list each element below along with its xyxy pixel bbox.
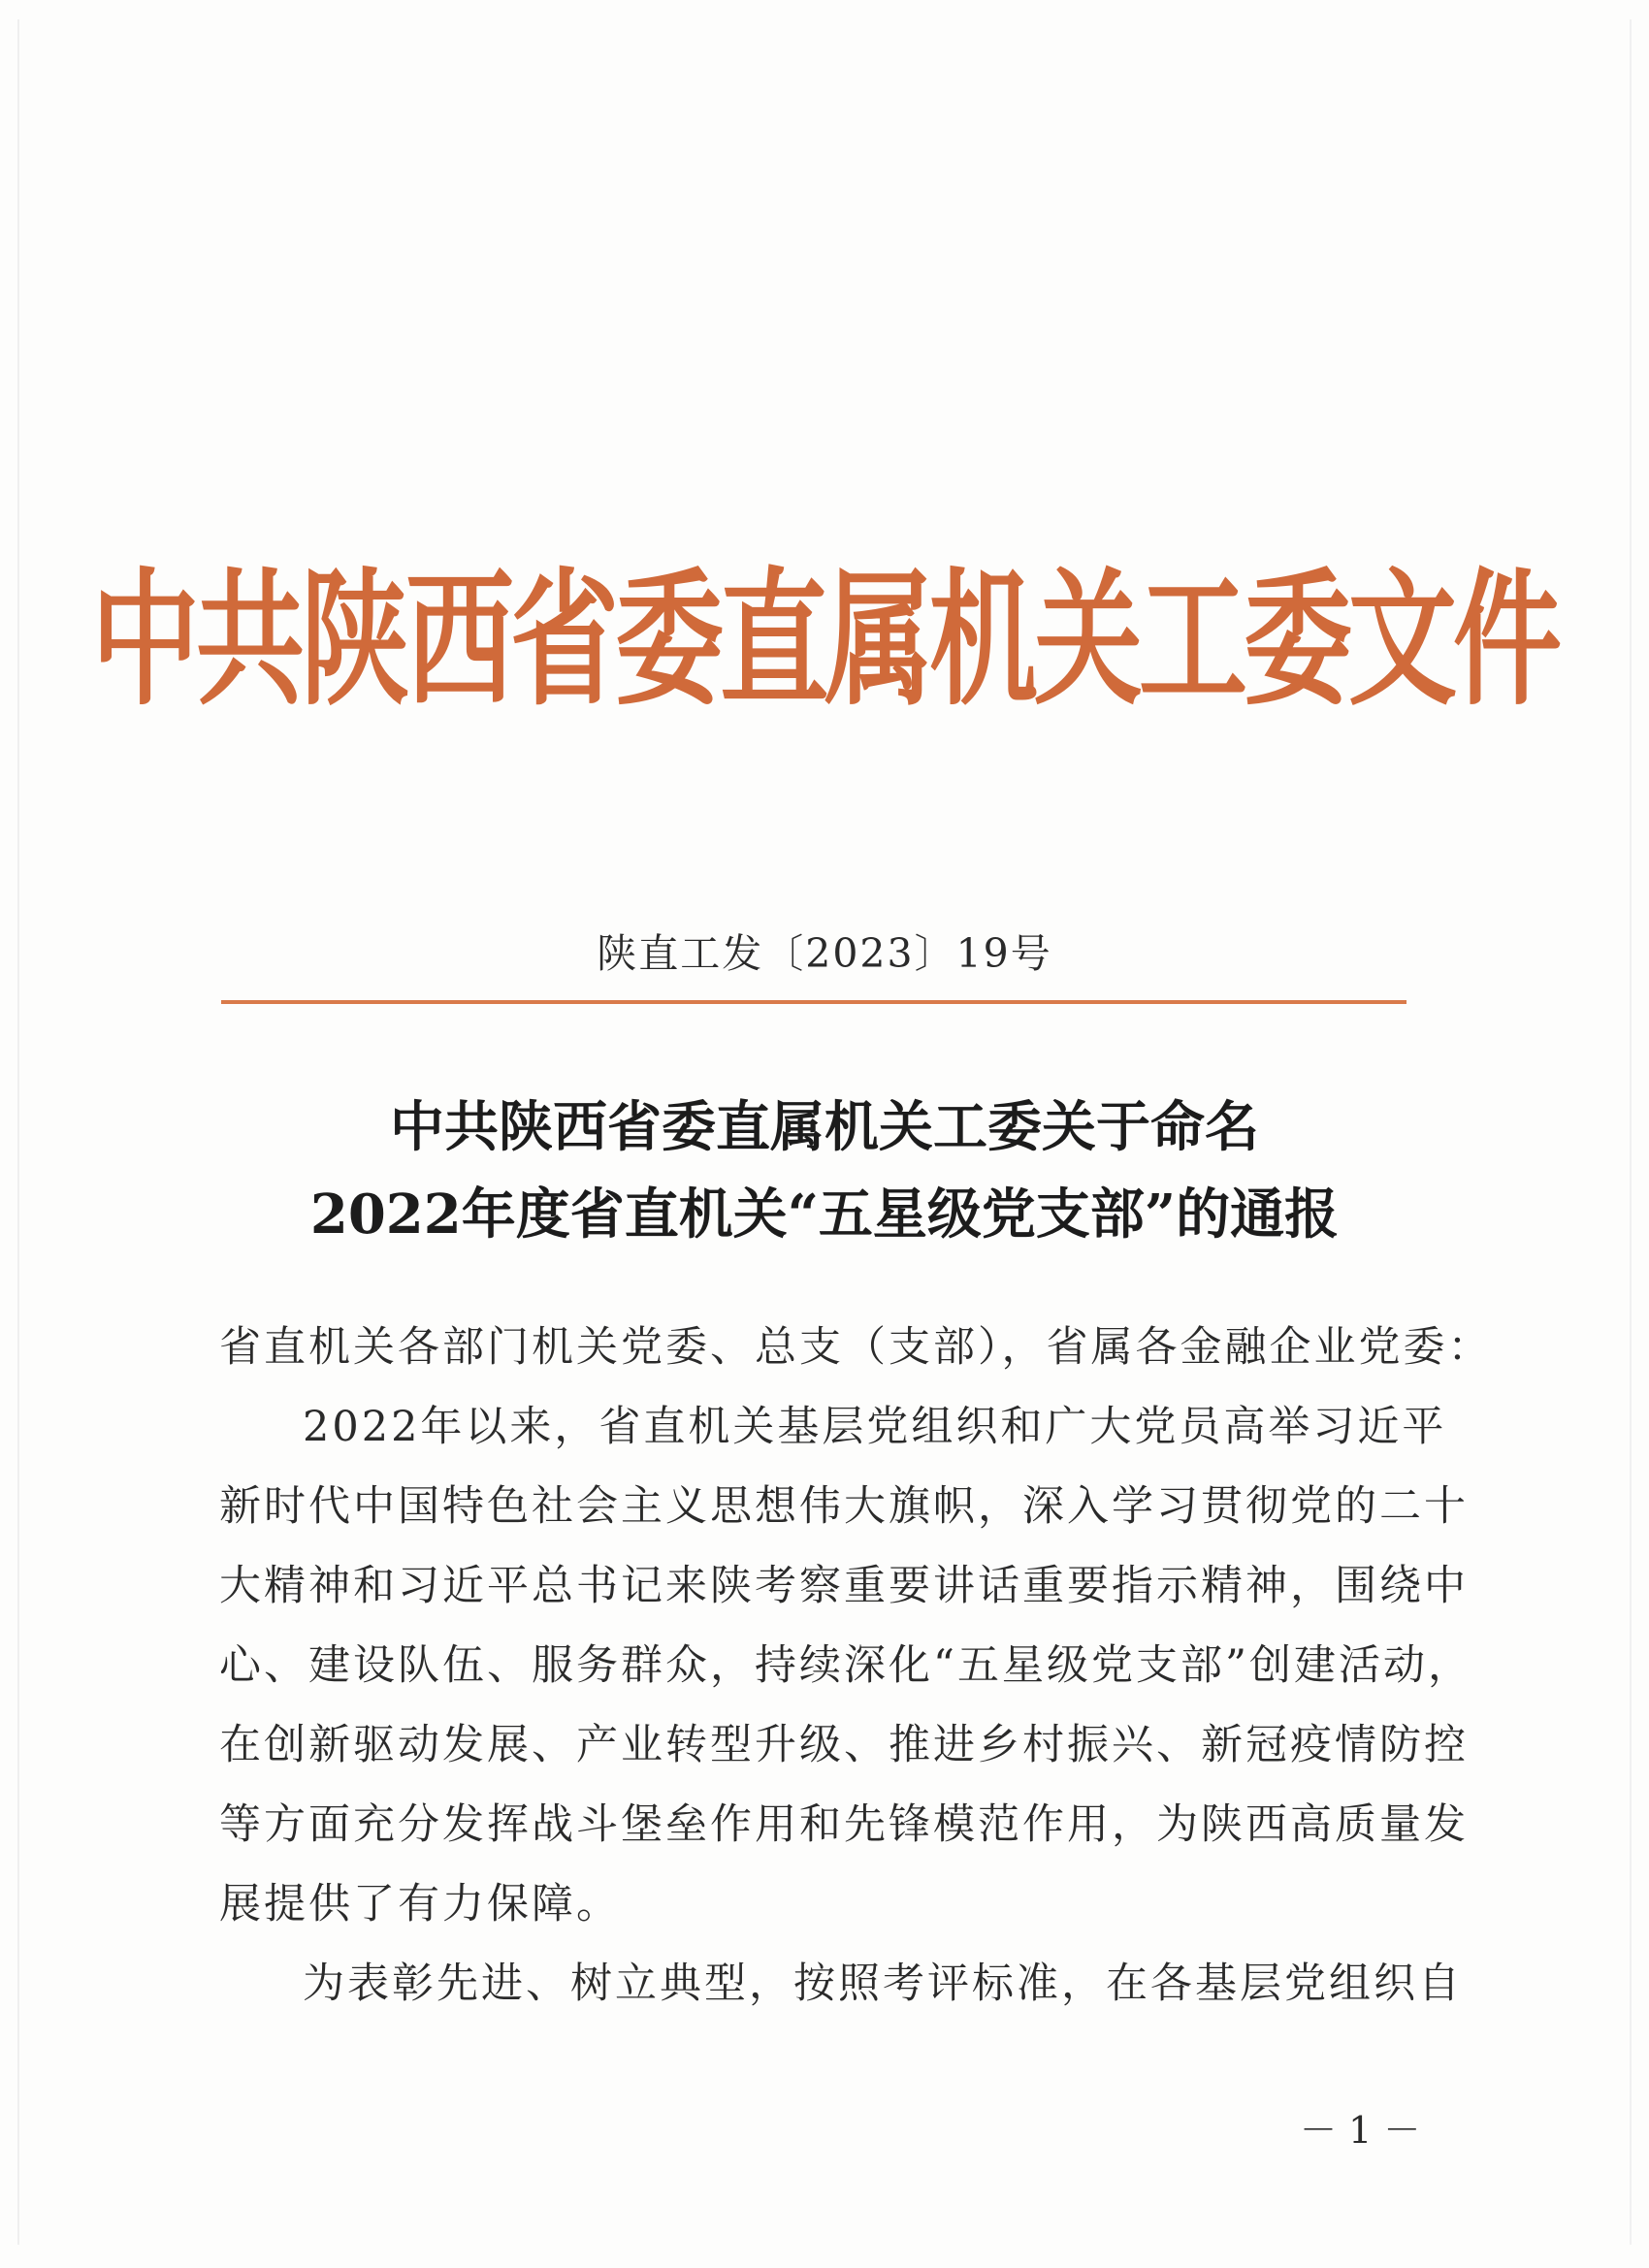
red-divider-rule [221, 1000, 1406, 1004]
notice-title-line-1: 中共陕西省委直属机关工委关于命名 [390, 1095, 1259, 1159]
paragraph-1-line: 新时代中国特色社会主义思想伟大旗帜，深入学习贯彻党的二十 [219, 1482, 1469, 1531]
document-number: 陕直工发〔2023〕19号 [597, 930, 1052, 977]
paragraph-1-line: 大精神和习近平总书记来陕考察重要讲话重要指示精神，围绕中 [219, 1562, 1469, 1610]
notice-title-line-2: 2022年度省直机关“五星级党支部”的通报 [309, 1183, 1340, 1247]
paragraph-1-line: 在创新驱动发展、产业转型升级、推进乡村振兴、新冠疫情防控 [219, 1721, 1469, 1769]
salutation: 省直机关各部门机关党委、总支（支部），省属各金融企业党委： [219, 1323, 1493, 1372]
document-masthead: 中共陕西省委直属机关工委文件 [91, 555, 1558, 727]
paragraph-1-line: 2022年以来，省直机关基层党组织和广大党员高举习近平 [303, 1403, 1447, 1451]
page-number: － 1 － [1300, 2109, 1421, 2152]
paragraph-1-line: 等方面充分发挥战斗堡垒作用和先锋模范作用，为陕西高质量发 [219, 1800, 1469, 1849]
paragraph-1-line: 心、建设队伍、服务群众，持续深化“五星级党支部”创建活动， [219, 1641, 1472, 1690]
paragraph-2-line: 为表彰先进、树立典型，按照考评标准，在各基层党组织自 [303, 1960, 1463, 2008]
paragraph-1-line: 展提供了有力保障。 [219, 1880, 621, 1928]
